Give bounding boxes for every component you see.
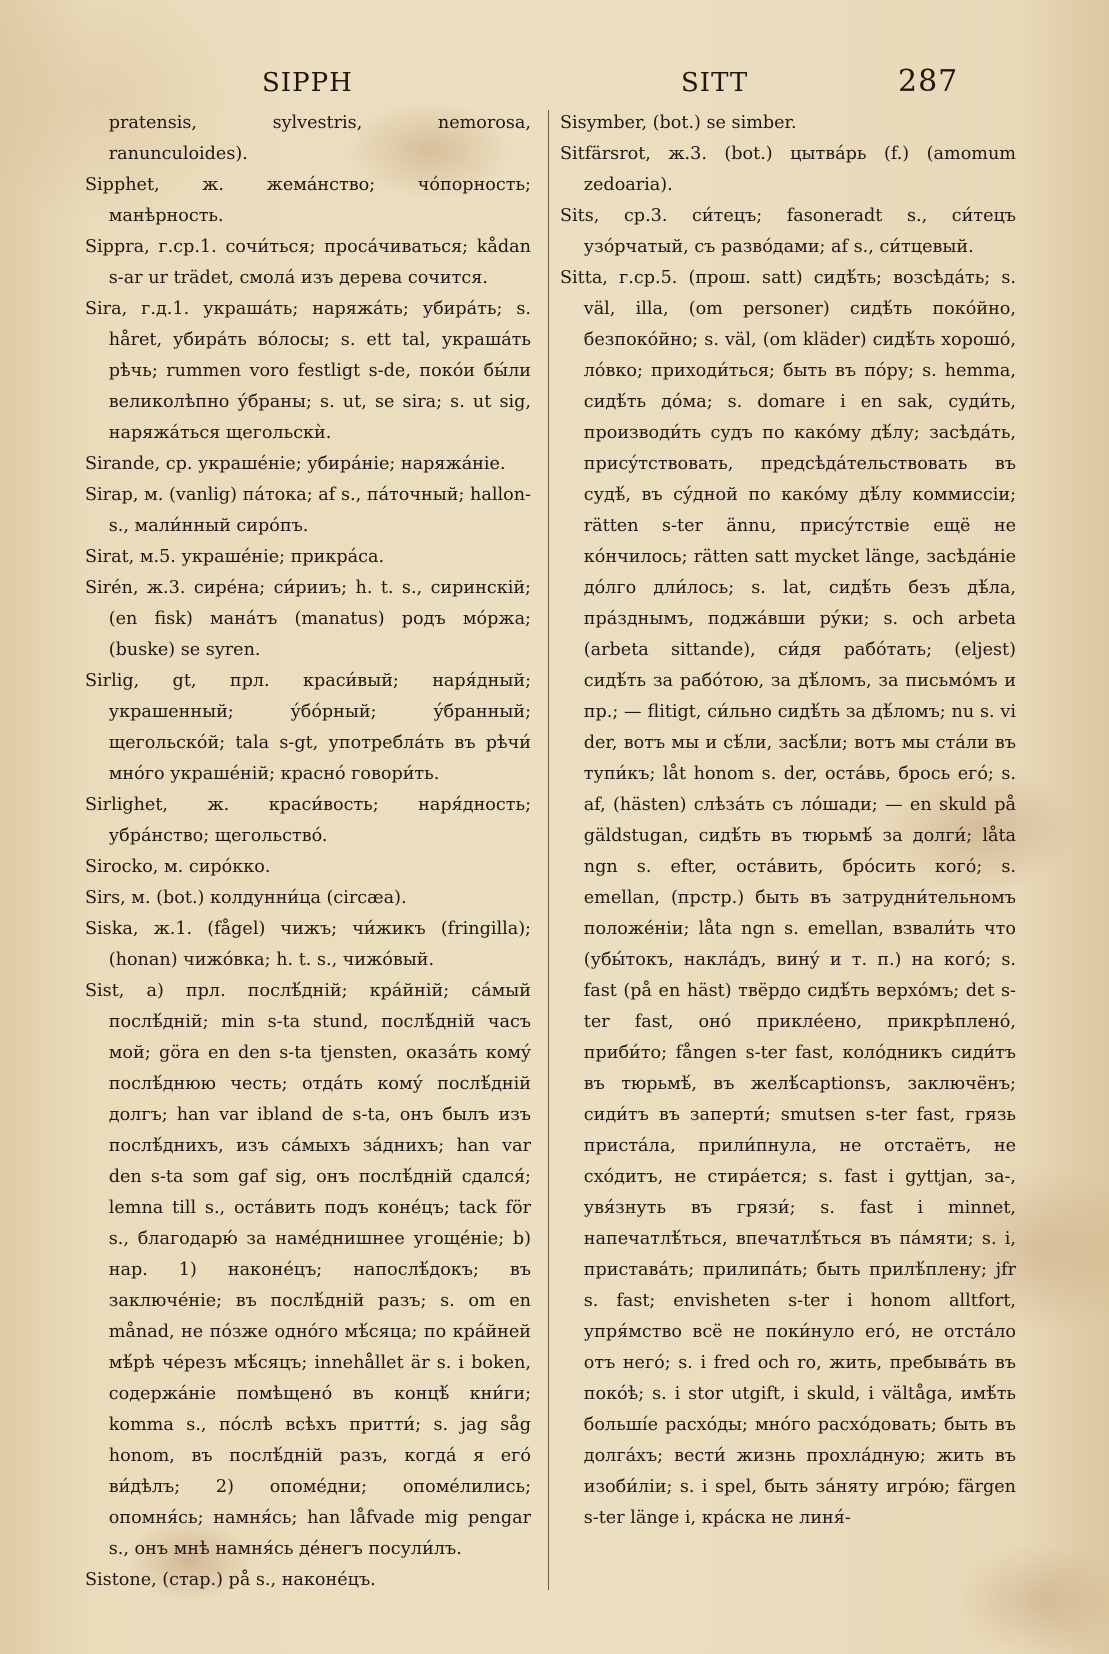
dictionary-entry: Sira, г.д.1. украшáть; наряжáть; убирáть; s. håret, убирáть вóлосы; s. ett tal, украшáть рѣчь; rummen voro festligt s-de, покóи бы́ли великолѣпно у́браны; s. ut, se sira; s. ut sig, наряжáться щегольскѝ. bbox=[85, 299, 531, 443]
dictionary-entry: Sipphet, ж. жемáнство; чóпорность; манѣрность. bbox=[85, 175, 531, 226]
running-head bbox=[0, 64, 1109, 104]
dictionary-entry: pratensis, sylvestris, nemorosa, ranunculoides). bbox=[108, 113, 531, 164]
dictionary-entry: Sirlig, gt, прл. краси́вый; наря́дный; украшенный; ýбóрный; ýбранный; щегольскóй; tala s-gt, употреблáть въ рѣчи́ мнóго украшéній; краснó говори́ть. bbox=[85, 671, 531, 784]
column-divider bbox=[548, 110, 549, 1590]
dictionary-entry: Sirande, ср. украшéніе; убирáніе; наряжáніе. bbox=[85, 454, 506, 474]
dictionary-entry: Siska, ж.1. (fågel) чижъ; чи́жикъ (fringilla); (honan) чижóвка; h. t. s., чижóвый. bbox=[85, 919, 531, 970]
dictionary-entry: Sirlighet, ж. краси́вость; наря́дность; убрáнство; щегольствó. bbox=[85, 795, 531, 846]
header-left-guideword: SIPPH bbox=[262, 68, 353, 98]
dictionary-entry: Sistone, (стар.) på s., наконéцъ. bbox=[85, 1570, 376, 1590]
dictionary-entry: Sits, ср.3. си́тецъ; fasoneradt s., си́тецъ узóрчатый, съ развóдами; af s., си́тцевый. bbox=[560, 206, 1016, 257]
dictionary-entry: Sirocko, м. сирóкко. bbox=[85, 857, 271, 877]
dictionary-entry: Sitfärsrot, ж.3. (bot.) цытва́рь (f.) (amomum zedoaria). bbox=[560, 144, 1016, 195]
dictionary-entry: Sirén, ж.3. сирéна; си́рииъ; h. t. s., сиринскій; (en fisk) манáтъ (manatus) родъ мóржа; (buske) se syren. bbox=[85, 578, 531, 660]
dictionary-entry: Sisymber, (bot.) se simber. bbox=[560, 113, 797, 133]
dictionary-entry: Sippra, г.ср.1. сочи́ться; просáчиваться; kådan s-ar ur trädet, смолá изъ дерева сочится. bbox=[85, 237, 531, 288]
dictionary-entry: Sirap, м. (vanlig) пáтока; af s., пáточный; hallon-s., мали́нный сирóпъ. bbox=[85, 485, 531, 536]
page-number: 287 bbox=[898, 64, 959, 99]
dictionary-entry: Sitta, г.ср.5. (прош. satt) сидѣ́ть; возсѣдáть; s. väl, illa, (om personer) сидѣ́ть покóйно, безпокóйно; s. väl, (om kläder) сидѣ́ть хорошó, лóвко; приходи́ться; быть въ пóру; s. hemma, сидѣ́ть дóма; s. domare i en sak, суди́ть, производи́ть судъ по какóму дѣ́лу; засѣдáть, присýтствовать, предсѣдáтельствовать въ судѣ́, въ сýдной по какóму дѣ́лу коммиссіи; rätten s-ter ännu, присýтствіе ещё не кóнчилось; rätten satt mycket länge, засѣдáніе дóлго дли́лось; s. lat, сидѣ́ть безъ дѣ́ла, прáзднымъ, поджáвши рýки; s. och arbeta (arbeta sittande), си́дя рабóтать; (eljest) сидѣ́ть за рабóтою, за дѣ́ломъ, за письмóмъ и пр.; — flitigt, си́льно сидѣ́ть за дѣ́ломъ; nu s. vi der, вотъ мы и сѣ́ли, засѣ́ли; вотъ мы стáли въ тупи́къ; låt honom s. der, остáвь, брось егó; s. af, (hästen) слѣзáть съ лóшади; — en skuld på gäldstugan, сидѣ́ть въ тюрьмѣ́ за долги́; låta ngn s. efter, остáвить, брóсить когó; s. emellan, (прстр.) быть въ затрудни́тельномъ положéніи; låta ngn s. emellan, взвали́ть что (убы́токъ, наклáдъ, винý и т. п.) на когó; s. fast (på en häst) твёрдо сидѣ́ть верхóмъ; det s-ter fast, онó приклéено, прикрѣплено́, приби́то; fången s-ter fast, колóдникъ сиди́тъ въ тюрьмѣ́, въ желѣ́captionsъ, заключёнъ; сиди́тъ въ заперти́; smutsen s-ter fast, грязь пристáла, прили́пнула, не отстаётъ, не схóдитъ, не стирáется; s. fast i gyttjan, за-, увя́знуть въ грязи́; s. fast i minnet, напечатлѣ́ться, впечатлѣ́ться въ пáмяти; s. i, приставáть; прилипáть; быть прилѣ́плену; jfr s. fast; envisheten s-ter i honom alltfort, упря́мство всё не поки́нуло егó, не отстáло отъ негó; s. i fred och ro, жить, пребывáть въ покóѣ; s. i stor utgift, i skuld, i vältåga, имѣ́ть большíе расхóды; мнóго расхóдовать; быть въ долгáхъ; вести́ жизнь прохлáдную; жить въ изоби́ліи; s. i spel, быть зáняту игрóю; färgen s-ter länge i, крáска не линя́- bbox=[560, 268, 1016, 1528]
header-right-guideword: SITT bbox=[681, 68, 749, 98]
right-column bbox=[560, 108, 1016, 1534]
left-column bbox=[85, 108, 531, 1596]
dictionary-entry: Sirat, м.5. украшéніе; прикрáса. bbox=[85, 547, 385, 567]
dictionary-entry: Sirs, м. (bot.) колдунни́ца (circæa). bbox=[85, 888, 407, 908]
dictionary-entry: Sist, a) прл. послѣ́дній; крáйній; сáмый послѣ́дній; min s-ta stund, послѣ́дній часъ мой; göra en den s-ta tjensten, оказáть комý послѣ́днюю честь; отдáть комý послѣ́дній долгъ; han var ibland de s-ta, онъ былъ изъ послѣ́днихъ, изъ сáмыхъ зáднихъ; han var den s-ta som gaf sig, онъ послѣ́дній сдался́; lemna till s., остáвить подъ конéцъ; tack för s., благодарю́ за намéднишнее угощéніе; b) нар. 1) наконéцъ; напослѣ́докъ; въ заключéніе; въ послѣ́дній разъ; s. om en månad, не пóзже однóго мѣ́сяца; по крáйней мѣ́рѣ чéрезъ мѣ́сяцъ; innehållet är s. i boken, содержáніе помѣщенó въ концѣ́ кни́ги; komma s., пóслѣ всѣхъ притти́; s. jag såg honom, въ послѣ́дній разъ, когдá я егó ви́дѣлъ; 2) опомéдни; опомéлились; опомня́сь; намня́сь; han låfvade mig pengar s., онъ мнѣ намня́сь дéнегъ посули́лъ. bbox=[85, 981, 531, 1559]
